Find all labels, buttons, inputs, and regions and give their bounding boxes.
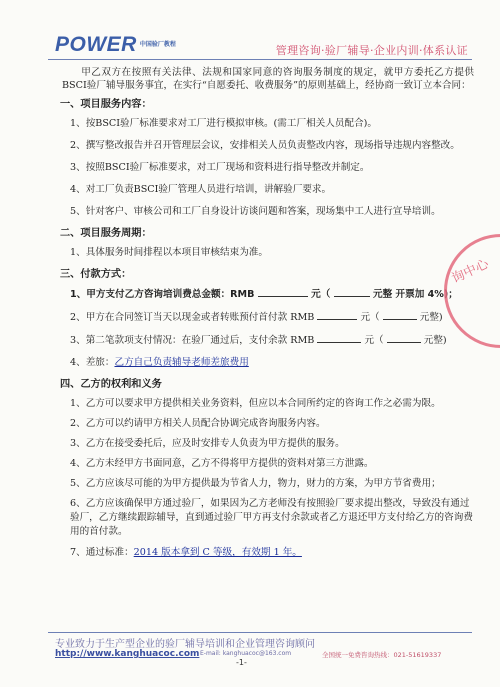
header-slogan: 管理咨询·验厂辅导·企业内训·体系认证 xyxy=(275,44,468,57)
service-item-3: 3、按照BSCI验厂标准要求，对工厂现场和资料进行指导整改并制定。 xyxy=(70,162,370,173)
contract-body xyxy=(62,66,474,566)
obligation-item-6: 6、乙方应该确保甲方通过验厂，如果因为乙方老师没有按照验厂要求提出整改，导致没有通过验厂，乙方继续跟踪辅导，直到通过验厂甲方再支付余款或者乙方退还甲方支付给乙方的咨询费用的首付款。 xyxy=(70,498,473,537)
footer-email: E-mail: kanghuacoc@163.com xyxy=(200,650,292,657)
company-logo xyxy=(55,34,176,56)
footer-website-link[interactable]: http://www.kanghuacoc.com xyxy=(55,649,200,659)
footer-hotline: 全国统一免费咨询热线：021-51619337 xyxy=(322,651,442,659)
amount-words-blank xyxy=(383,310,417,320)
standard-label: 7、通过标准： xyxy=(70,547,134,558)
payment-3-unit: 元（ xyxy=(364,335,384,346)
obligation-item-5: 5、乙方应该尽可能的为甲方提供最为节省人力，物力，财力的方案，为甲方节省费用； xyxy=(70,478,441,489)
section-rights-obligations: 四、乙方的权利和义务 xyxy=(60,379,162,390)
standard-value: 2014 版本拿到 C 等级，有效期 1 年。 xyxy=(133,547,302,558)
section-payment: 三、付款方式： xyxy=(60,269,132,280)
payment-3-label: 3、第二笔款项支付情况：在验厂通过后，支付余款 RMB xyxy=(70,335,315,346)
footer-divider xyxy=(48,632,472,633)
payment-2-label: 2、甲方在合同签订当天以现金或者转账预付首付款 RMB xyxy=(70,312,315,323)
footer-tagline: 专业致力于生产型企业的验厂辅导培训和企业管理咨询顾问 xyxy=(55,639,315,650)
payment-1-label: 1、甲方支付乙方咨询培训费总金额：RMB xyxy=(70,289,255,300)
letterhead xyxy=(0,0,500,62)
logo-wordmark: POWER xyxy=(55,33,137,56)
service-item-5: 5、针对客户、审核公司和工厂自身设计访谈问题和答案，现场集中工人进行宣导培训。 xyxy=(70,206,441,217)
amount-words-blank xyxy=(334,287,370,297)
service-item-4: 4、对工厂负责BSCI验厂管理人员进行培训，讲解验厂要求。 xyxy=(70,184,332,195)
period-item-1: 1、具体服务时间排程以本项目审核结束为准。 xyxy=(70,247,268,258)
amount-words-blank xyxy=(387,333,421,343)
payment-1-suffix: 元整 开票加 4%)； xyxy=(372,289,458,300)
payment-item-4 xyxy=(62,356,474,369)
payment-3-suffix: 元整) xyxy=(423,335,447,346)
page-number: -1- xyxy=(236,658,247,667)
payment-item-1 xyxy=(62,287,474,301)
section-service-period: 二、项目服务周期： xyxy=(60,228,152,239)
header-divider xyxy=(48,59,472,60)
amount-blank xyxy=(317,333,361,343)
payment-item-3 xyxy=(62,333,474,347)
obligation-item-1: 1、乙方可以要求甲方提供相关业务资料，但应以本合同所约定的咨询工作之必需为限。 xyxy=(70,398,441,409)
logo-subtitle: 中国验厂教程 xyxy=(139,40,176,48)
service-item-2: 2、撰写整改报告并召开管理层会议，安排相关人员负责整改内容，现场指导违规内容整改。 xyxy=(70,140,460,151)
obligation-item-2: 2、乙方可以约请甲方相关人员配合协调完成咨询服务内容。 xyxy=(70,418,326,429)
amount-blank xyxy=(258,287,308,297)
section-service-content: 一、项目服务内容： xyxy=(60,99,152,110)
payment-1-unit: 元（ xyxy=(311,289,331,300)
obligation-item-4: 4、乙方未经甲方书面同意，乙方不得将甲方提供的资料对第三方泄露。 xyxy=(70,458,374,469)
obligation-item-3: 3、乙方在接受委托后，应及时安排专人负责为甲方提供的服务。 xyxy=(70,438,345,449)
travel-label: 4、差旅： xyxy=(70,357,115,368)
obligation-item-7 xyxy=(62,546,474,559)
payment-2-unit: 元（ xyxy=(360,312,380,323)
service-item-1: 1、按BSCI验厂标准要求对工厂进行模拟审核。(需工厂相关人员配合)。 xyxy=(70,118,377,129)
payment-item-2 xyxy=(62,310,474,324)
intro-paragraph: 甲乙双方在按照有关法律、法规和国家同意的咨询服务制度的规定，就甲方委托乙方提供BSCI验厂辅导服务事宜，在实行“自愿委托、收费服务”的原则基础上，经协商一致订立本合同： xyxy=(62,67,474,91)
amount-blank xyxy=(317,310,357,320)
payment-2-suffix: 元整) xyxy=(419,312,443,323)
travel-terms: 乙方自己负责辅导老师差旅费用 xyxy=(114,357,249,368)
seal-text: 询中心 xyxy=(449,256,492,287)
